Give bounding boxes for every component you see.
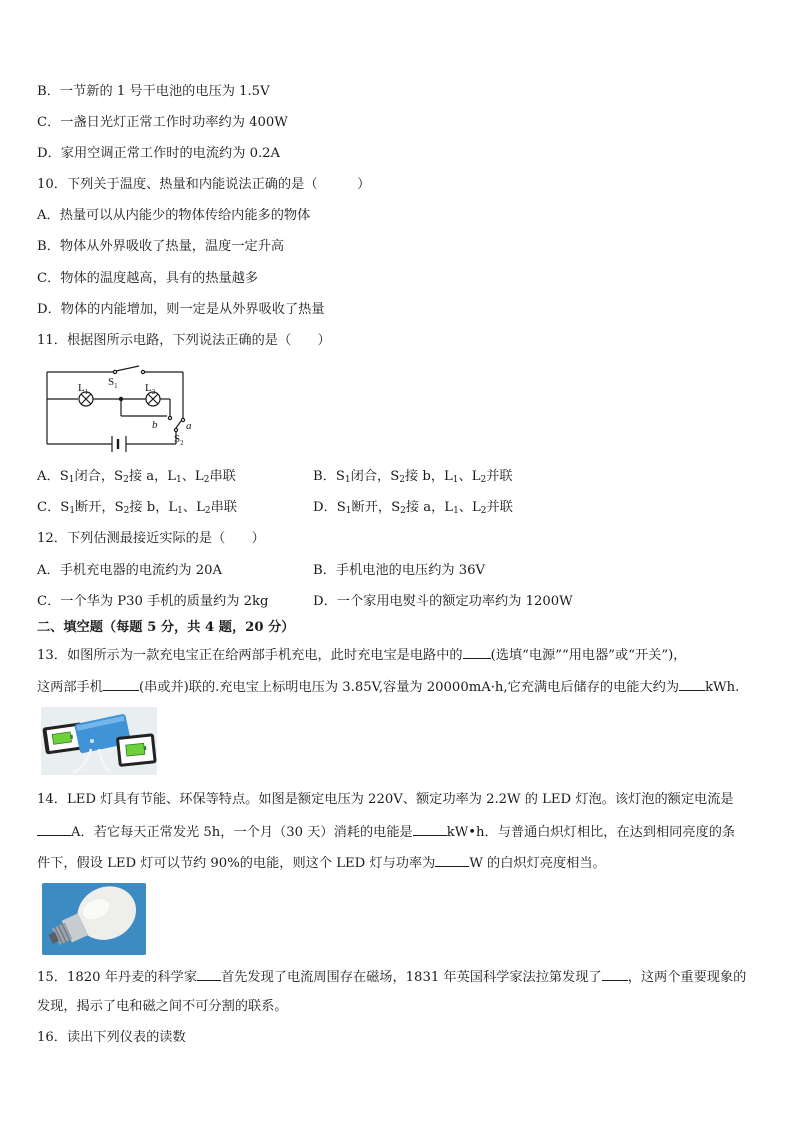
q10-option-b: B．物体从外界吸收了热量，温度一定升高 bbox=[37, 239, 285, 254]
q11-stem: 11．根据图所示电路，下列说法正确的是（ ） bbox=[37, 333, 331, 348]
label-a: a bbox=[186, 420, 192, 432]
q12-option-a: A．手机充电器的电流约为 20A bbox=[37, 563, 223, 578]
q13-blank-1 bbox=[463, 645, 491, 659]
q12-option-c: C．一个华为 P30 手机的质量约为 2kg bbox=[37, 594, 269, 609]
q10-option-c: C．物体的温度越高，具有的热量越多 bbox=[37, 271, 259, 286]
label-l2: $L_2$ bbox=[145, 382, 156, 396]
q9-option-d: D．家用空调正常工作时的电流约为 0.2A bbox=[37, 146, 281, 161]
q13-blank-3 bbox=[679, 677, 705, 691]
q15-blank-2 bbox=[602, 967, 628, 981]
q10-option-a: A．热量可以从内能少的物体传给内能多的物体 bbox=[37, 208, 311, 223]
q10-option-d: D．物体的内能增加，则一定是从外界吸收了热量 bbox=[37, 302, 325, 317]
q15-line-2: 发现，揭示了电和磁之间不可分割的联系。 bbox=[37, 999, 288, 1014]
q13-blank-2 bbox=[103, 677, 139, 691]
q15-line-1: 15．1820 年丹麦的科学家 首先发现了电流周围存在磁场，1831 年英国科学家法拉第发现了 ，这两个重要现象的 bbox=[37, 967, 746, 987]
q13-line-1: 13．如图所示为一款充电宝正在给两部手机充电，此时充电宝是电路中的 (选填“电源”“用电器”或“开关”)， bbox=[37, 645, 686, 665]
q11-option-d: D．$S_1$断开，$S_2$接 a，$L_1$、$L_2$并联 bbox=[313, 500, 513, 516]
q15-blank-1 bbox=[197, 967, 221, 981]
label-l1: $L_1$ bbox=[78, 382, 89, 396]
circuit-diagram bbox=[42, 362, 202, 456]
led-bulb-photo bbox=[42, 883, 146, 955]
q11-option-a: A．$S_1$闭合，$S_2$接 a，$L_1$、$L_2$串联 bbox=[37, 469, 236, 485]
q14-line-2: A．若它每天正常发光 5h，一个月（30 天）消耗的电能是 kW•h．与普通白炽灯相比，在达到相同亮度的条 bbox=[37, 822, 735, 842]
q9-option-c: C．一盏日光灯正常工作时功率约为 400W bbox=[37, 115, 288, 130]
q14-line-1: 14．LED 灯具有节能、环保等特点。如图是额定电压为 220V、额定功率为 2.2W 的 LED 灯泡。该灯泡的额定电流是 bbox=[37, 792, 734, 807]
q12-stem: 12．下列估测最接近实际的是（ ） bbox=[37, 531, 265, 546]
q16-stem: 16．读出下列仪表的读数 bbox=[37, 1030, 186, 1045]
section-title: 二、填空题（每题 5 分，共 4 题，20 分） bbox=[37, 620, 295, 635]
q14-blank-3 bbox=[435, 853, 469, 867]
q14-blank-2 bbox=[413, 822, 447, 836]
q11-option-c: C．$S_1$断开，$S_2$接 b，$L_1$、$L_2$串联 bbox=[37, 500, 237, 516]
q12-option-b: B．手机电池的电压约为 36V bbox=[313, 563, 486, 578]
q9-option-b: B．一节新的 1 号干电池的电压为 1.5V bbox=[37, 84, 270, 99]
q14-blank-1 bbox=[37, 822, 71, 836]
q11-option-b: B．$S_1$闭合，$S_2$接 b，$L_1$、$L_2$并联 bbox=[313, 469, 513, 485]
label-s1: $S_1$ bbox=[108, 376, 118, 390]
q13-line-2: 这两部手机 (串或并)联的.充电宝上标明电压为 3.85V,容量为 20000mA·h,它充满电后储存的电能大约为 kWh. bbox=[37, 677, 739, 697]
q14-line-3: 件下，假设 LED 灯可以节约 90%的电能，则这个 LED 灯与功率为 W 的白炽灯亮度相当。 bbox=[37, 853, 606, 873]
powerbank-photo bbox=[41, 707, 157, 775]
q10-stem: 10．下列关于温度、热量和内能说法正确的是（ ） bbox=[37, 177, 371, 192]
label-s2: $S_2$ bbox=[174, 433, 184, 447]
q12-option-d: D．一个家用电熨斗的额定功率约为 1200W bbox=[313, 594, 573, 609]
label-b: b bbox=[152, 419, 158, 431]
